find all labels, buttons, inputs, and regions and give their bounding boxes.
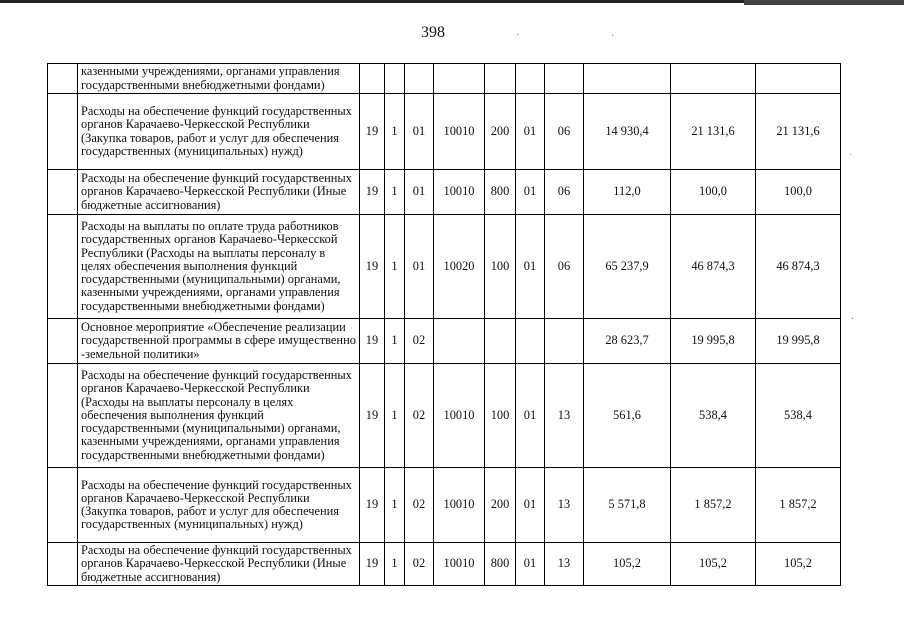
code-cell: 02 [405,468,434,543]
amount-cell: 105,2 [584,543,671,586]
code-cell: 13 [545,543,584,586]
code-cell [516,319,545,364]
code-cell: 10010 [434,94,485,170]
code-cell: 800 [485,543,516,586]
amount-cell: 538,4 [756,364,841,468]
row-number-cell [48,170,78,215]
amount-cell [584,64,671,94]
code-cell [434,319,485,364]
table-row [48,468,841,543]
budget-table [47,63,841,586]
code-cell: 19 [360,94,385,170]
row-number-cell [48,364,78,468]
amount-cell: 19 995,8 [671,319,756,364]
amount-cell: 46 874,3 [756,215,841,319]
row-number-cell [48,215,78,319]
amount-cell: 28 623,7 [584,319,671,364]
description-cell: Расходы на обеспечение функций государственных органов Карачаево-Черкесской Республики (Закупка товаров, работ и услуг для обеспечения государственных (муниципальных) нужд) [78,94,360,170]
code-cell: 100 [485,364,516,468]
code-cell: 01 [516,468,545,543]
code-cell: 19 [360,364,385,468]
table-row [48,64,841,94]
code-cell: 01 [516,364,545,468]
code-cell [385,64,405,94]
row-number-cell [48,319,78,364]
code-cell: 200 [485,94,516,170]
amount-cell: 1 857,2 [756,468,841,543]
code-cell: 1 [385,94,405,170]
code-cell: 01 [516,215,545,319]
amount-cell: 105,2 [671,543,756,586]
code-cell: 200 [485,468,516,543]
amount-cell [756,64,841,94]
scan-speck: · [851,314,855,325]
amount-cell: 19 995,8 [756,319,841,364]
code-cell: 1 [385,468,405,543]
code-cell [360,64,385,94]
row-number-cell [48,543,78,586]
code-cell: 1 [385,170,405,215]
code-cell [516,64,545,94]
description-cell: Расходы на обеспечение функций государственных органов Карачаево-Черкесской Республики (Расходы на выплаты персоналу в целях обеспечения выполнения функций государственными (муниципальными) органами, казенными учреждениями, органами управления государственными внебюджетными фондами) [78,364,360,468]
code-cell: 1 [385,215,405,319]
table-row [48,215,841,319]
table-row [48,364,841,468]
code-cell [545,319,584,364]
code-cell: 19 [360,468,385,543]
amount-cell [671,64,756,94]
code-cell [485,319,516,364]
description-cell: Расходы на обеспечение функций государственных органов Карачаево-Черкесской Республики (Иные бюджетные ассигнования) [78,170,360,215]
row-number-cell [48,64,78,94]
code-cell: 13 [545,364,584,468]
code-cell [545,64,584,94]
code-cell: 01 [516,170,545,215]
amount-cell: 21 131,6 [671,94,756,170]
code-cell: 01 [405,94,434,170]
code-cell: 06 [545,215,584,319]
code-cell [405,64,434,94]
scan-speck: · [516,30,520,41]
amount-cell: 100,0 [671,170,756,215]
code-cell [485,64,516,94]
amount-cell: 65 237,9 [584,215,671,319]
scan-speck: · [849,150,853,161]
code-cell: 100 [485,215,516,319]
code-cell: 01 [516,543,545,586]
description-cell: Расходы на обеспечение функций государственных органов Карачаево-Черкесской Республики (Закупка товаров, работ и услуг для обеспечения государственных (муниципальных) нужд) [78,468,360,543]
amount-cell: 14 930,4 [584,94,671,170]
scan-speck: · [611,31,615,42]
code-cell: 13 [545,468,584,543]
description-cell: Расходы на обеспечение функций государственных органов Карачаево-Черкесской Республики (Иные бюджетные ассигнования) [78,543,360,586]
code-cell: 06 [545,94,584,170]
code-cell: 06 [545,170,584,215]
code-cell: 19 [360,543,385,586]
code-cell: 01 [405,170,434,215]
amount-cell: 105,2 [756,543,841,586]
code-cell: 1 [385,319,405,364]
code-cell [434,64,485,94]
code-cell: 01 [516,94,545,170]
code-cell: 02 [405,543,434,586]
code-cell: 02 [405,319,434,364]
code-cell: 19 [360,319,385,364]
code-cell: 10010 [434,468,485,543]
code-cell: 02 [405,364,434,468]
code-cell: 01 [405,215,434,319]
code-cell: 10020 [434,215,485,319]
code-cell: 1 [385,543,405,586]
row-number-cell [48,94,78,170]
amount-cell: 100,0 [756,170,841,215]
code-cell: 10010 [434,364,485,468]
code-cell: 19 [360,170,385,215]
table-row [48,170,841,215]
description-cell: Основное мероприятие «Обеспечение реализации государственной программы в сфере имущественно -земельной политики» [78,319,360,364]
table-row [48,543,841,586]
table-row [48,319,841,364]
amount-cell: 538,4 [671,364,756,468]
amount-cell: 21 131,6 [756,94,841,170]
row-number-cell [48,468,78,543]
amount-cell: 1 857,2 [671,468,756,543]
amount-cell: 112,0 [584,170,671,215]
description-cell: Расходы на выплаты по оплате труда работников государственных органов Карачаево-Черкесской Республики (Расходы на выплаты персоналу в целях обеспечения выполнения функций государственными (муниципальными) органами, казенными учреждениями, органами управления государственными внебюджетными фондами) [78,215,360,319]
amount-cell: 561,6 [584,364,671,468]
page-top-border-right [744,0,904,5]
table-row [48,94,841,170]
code-cell: 19 [360,215,385,319]
code-cell: 1 [385,364,405,468]
page-number: 398 [421,24,445,41]
description-cell: казенными учреждениями, органами управления государственными внебюджетными фондами) [78,64,360,94]
code-cell: 800 [485,170,516,215]
code-cell: 10010 [434,170,485,215]
amount-cell: 46 874,3 [671,215,756,319]
amount-cell: 5 571,8 [584,468,671,543]
code-cell: 10010 [434,543,485,586]
